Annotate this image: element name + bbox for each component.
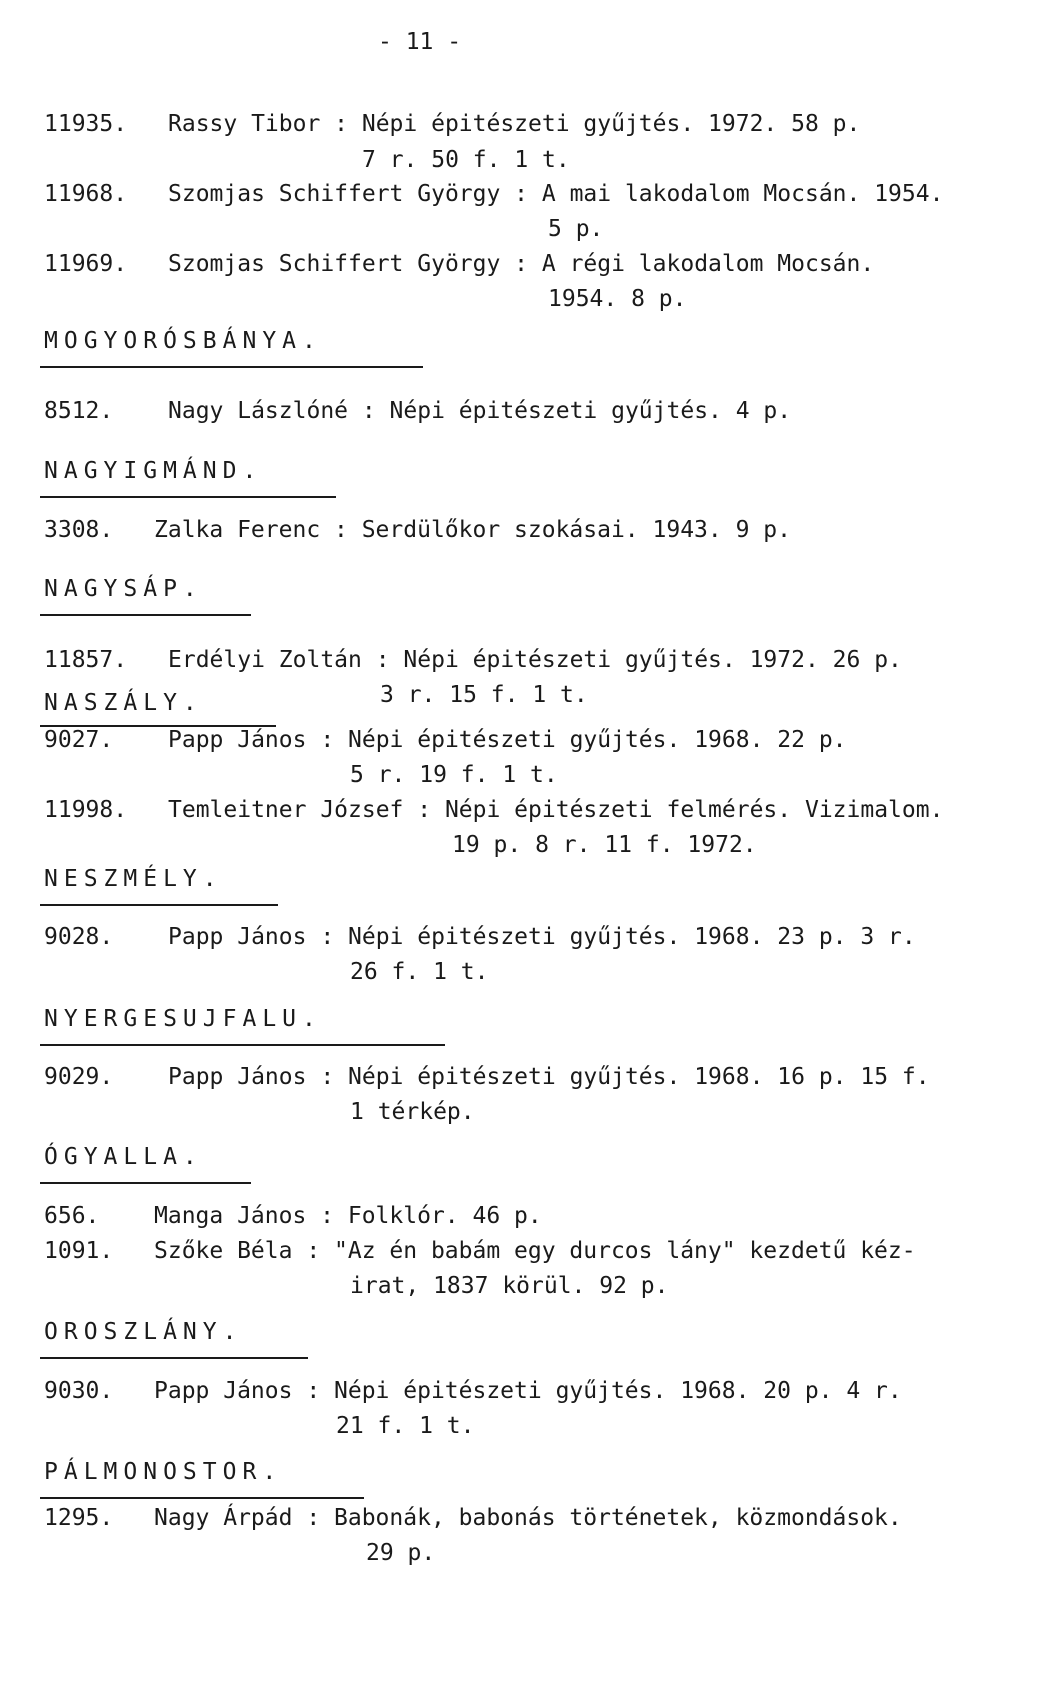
entry-text: Papp János : Népi épitészeti gyűjtés. 1968. 20 p. 4 r. [154,1378,902,1404]
entry-text: Nagy Árpád : Babonák, babonás történetek, közmondások. [154,1505,902,1531]
entry-number: 11998. [44,797,128,823]
entry-text: Szomjas Schiffert György : A mai lakodalom Mocsán. 1954. [168,181,944,207]
entry-text: Manga János : Folklór. 46 p. [154,1203,542,1229]
heading-underline [40,614,251,616]
entry-continuation: 29 p. [366,1540,436,1566]
entry-number: 1295. [44,1505,114,1531]
entry-number: 656. [44,1203,100,1229]
entry-number: 9027. [44,727,114,753]
heading-underline [40,904,278,906]
entry-number: 9029. [44,1064,114,1090]
entry-continuation: 1 térkép. [350,1099,475,1125]
entry-continuation: 19 p. 8 r. 11 f. 1972. [452,832,757,858]
entry-text: Zalka Ferenc : Serdülőkor szokásai. 1943. 9 p. [154,517,791,543]
entry-continuation: 21 f. 1 t. [336,1413,475,1439]
heading-underline [40,496,336,498]
entry-text: Szomjas Schiffert György : A régi lakodalom Mocsán. [168,251,875,277]
entry-text: Papp János : Népi épitészeti gyűjtés. 1968. 23 p. 3 r. [168,924,916,950]
heading-underline [40,366,423,368]
heading-underline [40,1182,251,1184]
entry-continuation: 5 r. 19 f. 1 t. [350,762,558,788]
entry-continuation: 7 r. 50 f. 1 t. [362,147,570,173]
page-number: - 11 - [378,29,462,55]
entry-number: 3308. [44,517,114,543]
entry-number: 9028. [44,924,114,950]
section-heading: PÁLMONOSTOR. [44,1459,283,1485]
entry-number: 8512. [44,398,114,424]
entry-continuation: 26 f. 1 t. [350,959,489,985]
heading-underline [40,1044,445,1046]
entry-continuation: 1954. 8 p. [548,286,687,312]
entry-text: Szőke Béla : "Az én babám egy durcos lány" kezdetű kéz- [154,1238,916,1264]
entry-text: Papp János : Népi épitészeti gyűjtés. 1968. 22 p. [168,727,847,753]
entry-number: 11969. [44,251,128,277]
entry-number: 1091. [44,1238,114,1264]
section-heading: NESZMÉLY. [44,866,223,892]
entry-number: 11857. [44,647,128,673]
section-heading: NASZÁLY. [44,690,203,716]
section-heading: OROSZLÁNY. [44,1319,243,1345]
entry-text: Temleitner József : Népi épitészeti felmérés. Vizimalom. [168,797,944,823]
entry-number: 9030. [44,1378,114,1404]
entry-number: 11935. [44,111,128,137]
section-heading: ÓGYALLA. [44,1144,203,1170]
section-heading: NYERGESUJFALU. [44,1006,322,1032]
entry-text: Papp János : Népi épitészeti gyűjtés. 1968. 16 p. 15 f. [168,1064,930,1090]
entry-number: 11968. [44,181,128,207]
section-heading: NAGYIGMÁND. [44,458,263,484]
entry-continuation: irat, 1837 körül. 92 p. [350,1273,669,1299]
heading-underline [40,1497,364,1499]
entry-text: Erdélyi Zoltán : Népi épitészeti gyűjtés. 1972. 26 p. [168,647,902,673]
entry-text: Nagy Lászlóné : Népi épitészeti gyűjtés. 4 p. [168,398,792,424]
heading-underline [40,1357,308,1359]
entry-continuation: 5 p. [548,216,604,242]
entry-text: Rassy Tibor : Népi épitészeti gyűjtés. 1972. 58 p. [168,111,861,137]
section-heading: NAGYSÁP. [44,576,203,602]
entry-continuation: 3 r. 15 f. 1 t. [380,682,588,708]
section-heading: MOGYORÓSBÁNYA. [44,328,322,354]
